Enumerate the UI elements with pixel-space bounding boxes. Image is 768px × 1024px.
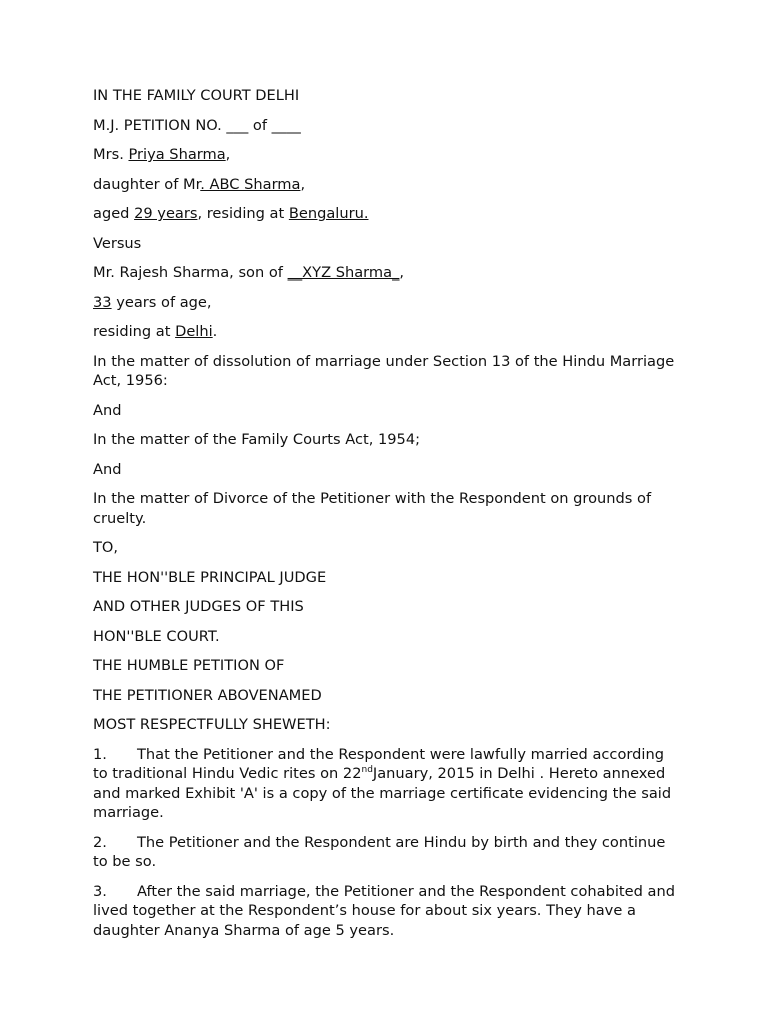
paragraph-3-number: 3.: [93, 882, 107, 900]
court-heading: IN THE FAMILY COURT DELHI: [93, 87, 300, 104]
and-connector-1: And: [93, 401, 122, 419]
paragraph-2-text: The Petitioner and the Respondent are Hindu by birth and they continue to be so.: [93, 833, 666, 870]
sheweth-heading: MOST RESPECTFULLY SHEWETH:: [93, 716, 331, 733]
humble-petition-line-1: THE HUMBLE PETITION OF: [93, 657, 285, 674]
paragraph-2: [93, 833, 683, 872]
petitioner-age-line: [93, 204, 683, 224]
petitioner-father-name: . ABC Sharma: [200, 175, 301, 193]
paragraph-1-text-a: That the Petitioner and the Respondent were lawfully married according to traditional Hindu Vedic rites on 22: [93, 745, 664, 782]
matter-divorce-cruelty: In the matter of Divorce of the Petitioner with the Respondent on grounds of cruelty.: [93, 490, 652, 527]
petitioner-name: Priya Sharma: [128, 146, 226, 163]
petitioner-father-prefix: daughter of Mr: [93, 175, 201, 193]
address-line-3: HON''BLE COURT.: [93, 627, 220, 645]
respondent-prefix: Mr. Rajesh Sharma, son of: [93, 264, 288, 281]
respondent-city: Delhi: [175, 323, 213, 340]
petitioner-name-suffix: ,: [225, 146, 231, 163]
petitioner-age: 29 years: [134, 205, 198, 222]
paragraph-1-number: 1.: [93, 745, 107, 763]
paragraph-3: [93, 882, 683, 941]
respondent-age: 33: [93, 293, 112, 311]
petitioner-prefix: Mrs.: [93, 146, 129, 163]
respondent-father-name: __XYZ Sharma_: [287, 264, 400, 281]
respondent-city-suffix: .: [212, 323, 218, 340]
paragraph-2-number: 2.: [93, 833, 107, 851]
respondent-age-suffix: years of age,: [111, 293, 212, 311]
versus-label: Versus: [93, 234, 142, 252]
respondent-age-line: [93, 293, 683, 313]
document-page: [93, 86, 683, 950]
address-line-1: THE HON''BLE PRINCIPAL JUDGE: [93, 568, 327, 586]
paragraph-1-text-b: January, 2015 in Delhi . Hereto annexed and marked Exhibit 'A' is a copy of the marriage certificate evidencing the said marriage.: [93, 765, 672, 821]
paragraph-3-text: After the said marriage, the Petitioner and the Respondent cohabited and lived together at the Respondent’s house for about six years. They have a daughter Ananya Sharma of age 5 years.: [93, 882, 675, 939]
respondent-residence-line: [93, 322, 683, 342]
petitioner-aged-prefix: aged: [93, 205, 135, 222]
petitioner-father-line: [93, 175, 683, 195]
to-label: TO,: [93, 539, 119, 556]
address-line-2: AND OTHER JUDGES OF THIS: [93, 598, 304, 615]
paragraph-1: [93, 745, 683, 823]
respondent-name-line: [93, 263, 683, 283]
matter-family-courts-act: In the matter of the Family Courts Act, 1954;: [93, 431, 421, 448]
petitioner-residing-text: , residing at: [197, 205, 289, 222]
paragraph-1-ordinal-suffix: nd: [361, 765, 373, 775]
respondent-residing-prefix: residing at: [93, 323, 176, 340]
humble-petition-line-2: THE PETITIONER ABOVENAMED: [93, 686, 322, 704]
matter-hindu-marriage-act: In the matter of dissolution of marriage under Section 13 of the Hindu Marriage Act, 1956:: [93, 352, 675, 389]
petitioner-name-line: [93, 145, 683, 165]
petitioner-city: Bengaluru.: [288, 205, 369, 222]
respondent-father-suffix: ,: [399, 264, 405, 281]
and-connector-2: And: [93, 460, 122, 478]
petitioner-father-suffix: ,: [300, 175, 306, 193]
petition-number: M.J. PETITION NO. ___ of ____: [93, 116, 301, 134]
